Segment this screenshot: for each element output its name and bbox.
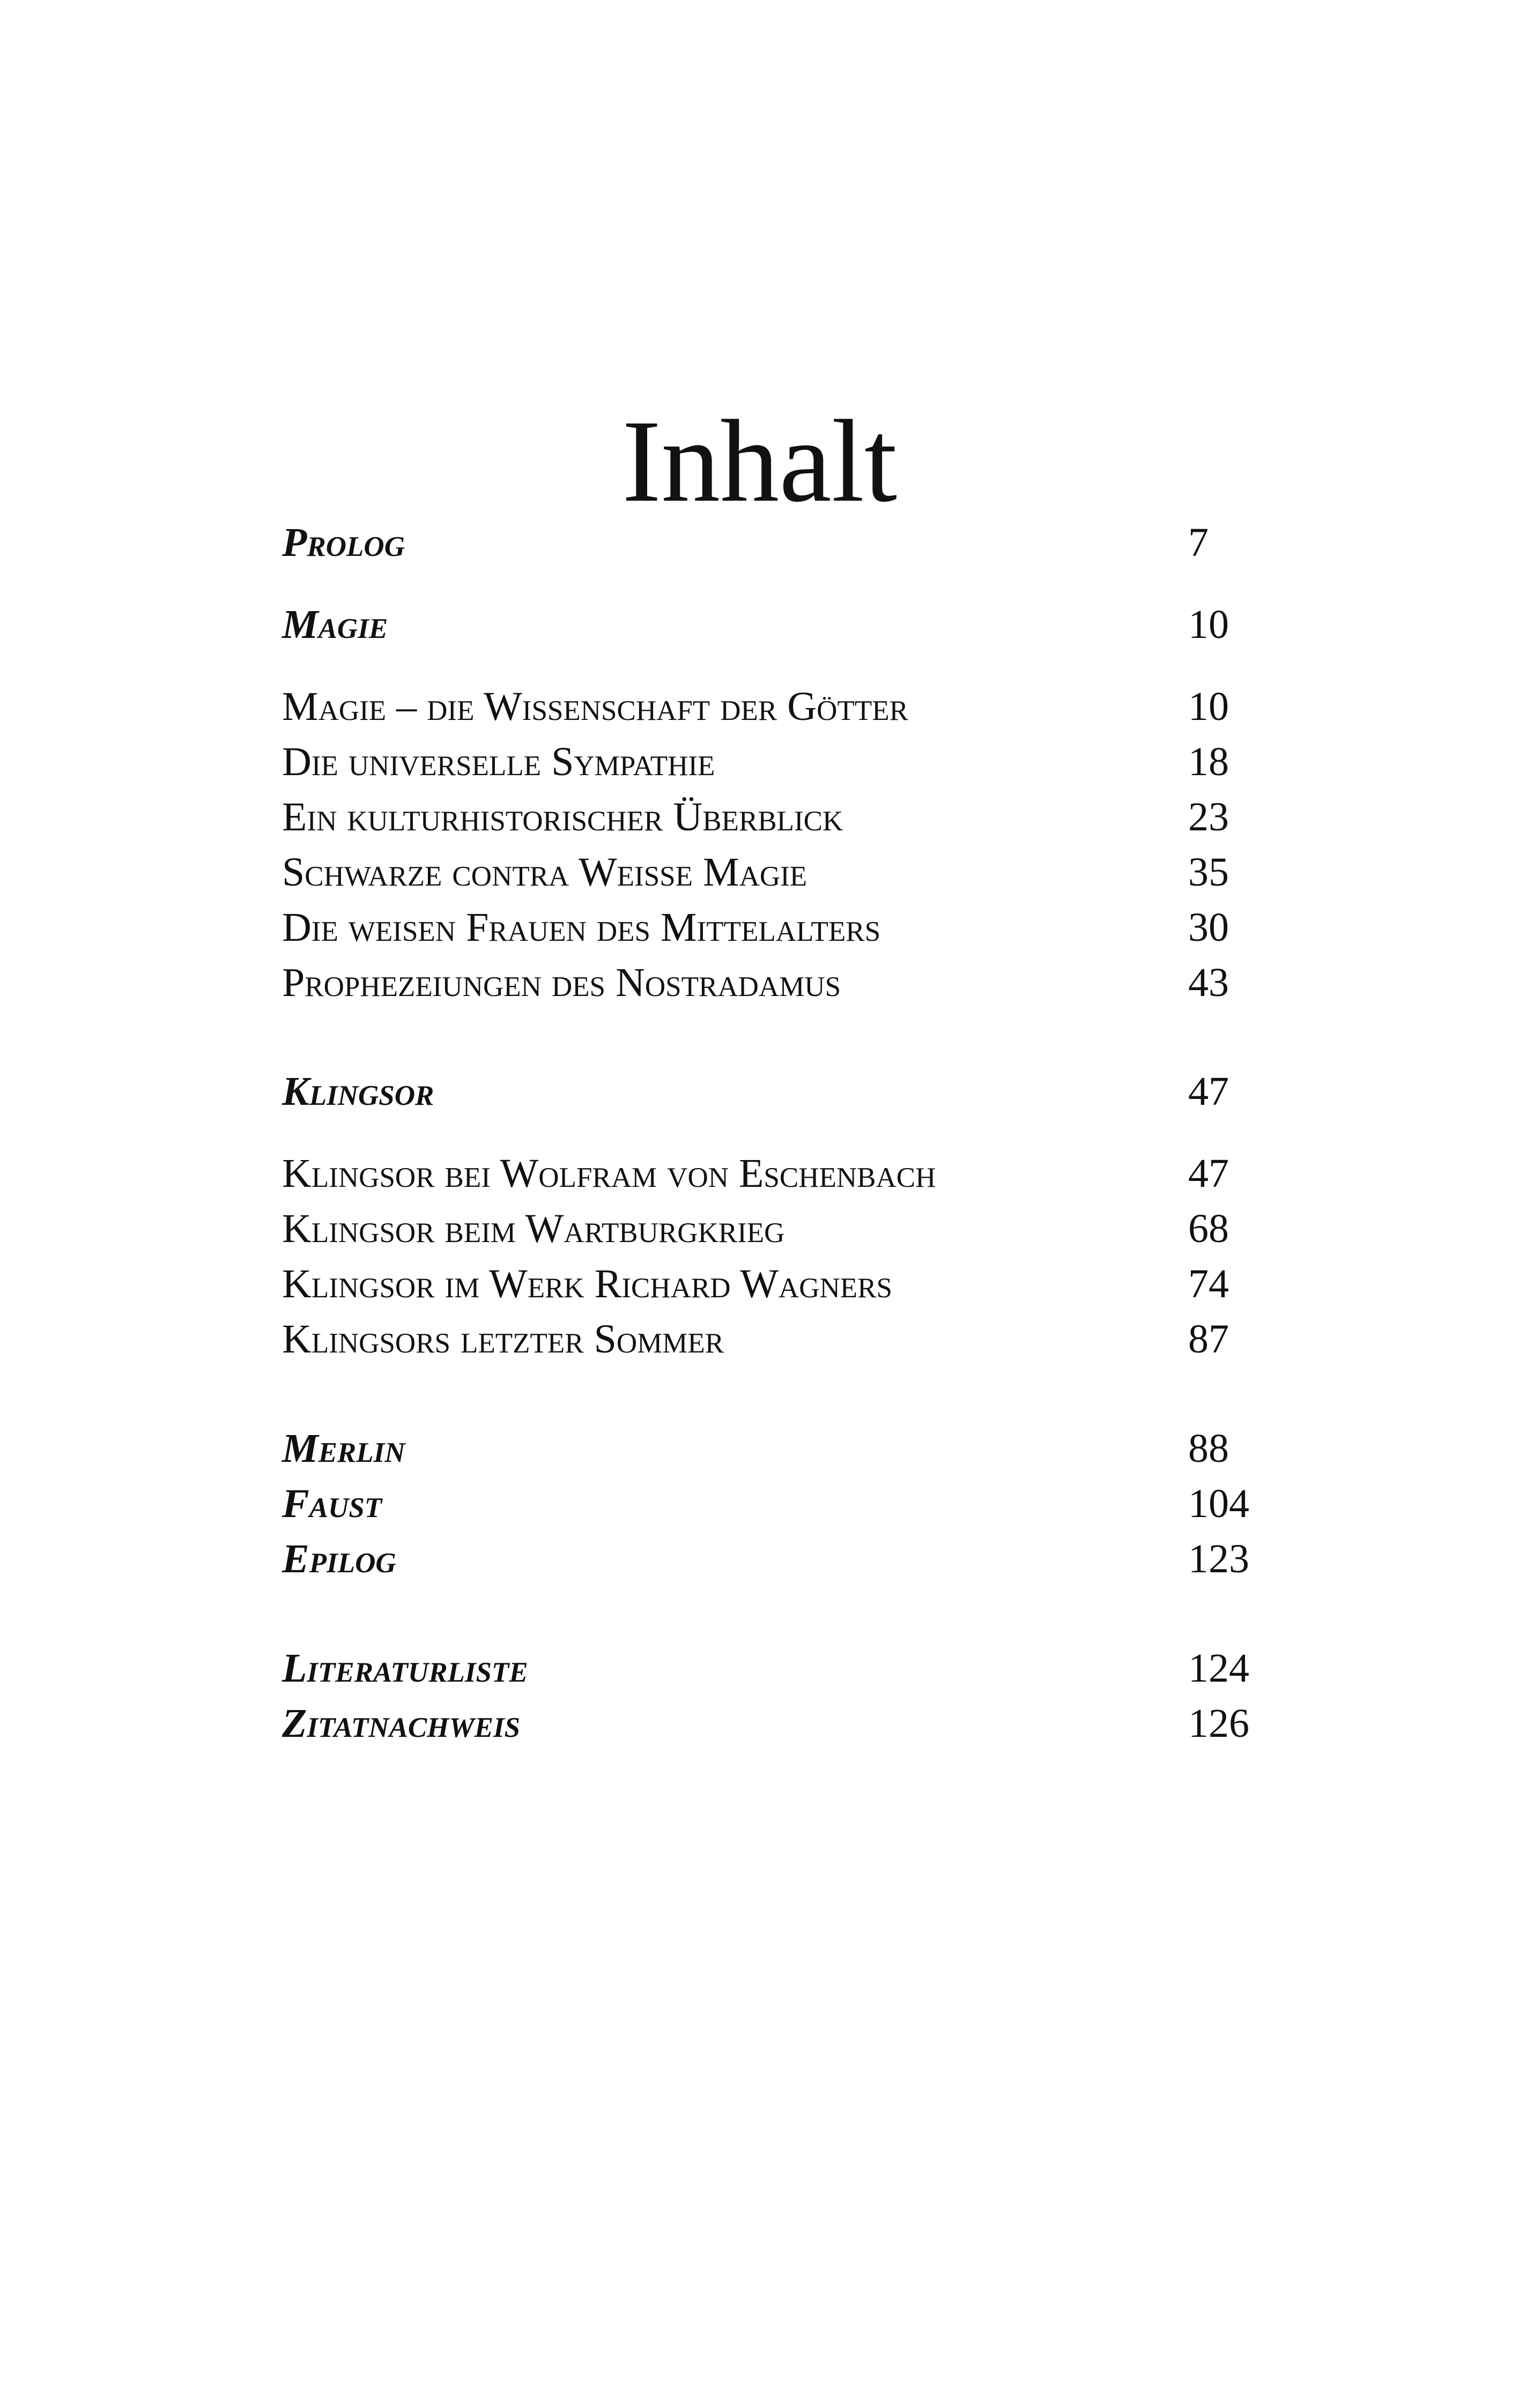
toc-entry	[282, 1201, 1301, 1257]
toc-section-klingsor	[282, 1064, 1301, 1119]
toc-section-faust	[282, 1476, 1301, 1532]
toc-page-number: 104	[1188, 1481, 1249, 1526]
toc-entry	[282, 1146, 1301, 1201]
toc-entry-label: Klingsor	[282, 1069, 434, 1114]
toc-page-number: 10	[1188, 602, 1229, 647]
toc-page-number: 88	[1188, 1426, 1229, 1471]
toc-entry-label: Epilog	[282, 1536, 396, 1581]
toc-entry	[282, 900, 1301, 955]
toc-entry-label: Prolog	[282, 520, 405, 565]
toc-entry-label: Faust	[282, 1481, 382, 1526]
toc-page-number: 18	[1188, 739, 1229, 784]
toc-page-number: 126	[1188, 1701, 1249, 1746]
toc-entry-label: Klingsor bei Wolfram von Eschenbach	[282, 1151, 936, 1196]
toc-section-literaturliste	[282, 1640, 1301, 1696]
toc-page-number: 124	[1188, 1646, 1249, 1691]
toc-entry	[282, 1256, 1301, 1312]
toc-page-number: 123	[1188, 1536, 1249, 1581]
toc-entry	[282, 955, 1301, 1010]
toc-page-number: 68	[1188, 1206, 1229, 1251]
toc-page-number: 10	[1188, 684, 1229, 729]
toc-entry	[282, 789, 1301, 845]
toc-entry-label: Klingsor beim Wartburgkrieg	[282, 1206, 785, 1251]
toc-entry-label: Magie	[282, 602, 388, 647]
toc-section-epilog	[282, 1531, 1301, 1587]
toc-page-number: 35	[1188, 850, 1229, 895]
page-title: Inhalt	[621, 396, 898, 526]
toc-page-number: 47	[1188, 1151, 1229, 1196]
toc-entry-label: Ein kulturhistorischer Überblick	[282, 794, 843, 839]
toc-entry-label: Klingsors letzter Sommer	[282, 1317, 724, 1362]
toc-page-number: 30	[1188, 905, 1229, 950]
toc-entry	[282, 844, 1301, 900]
toc-section-merlin	[282, 1421, 1301, 1476]
toc-entry-label: Prophezeiungen des Nostradamus	[282, 960, 841, 1005]
toc-entry-label: Literaturliste	[282, 1646, 528, 1691]
toc-entry-label: Die weisen Frauen des Mittelalters	[282, 905, 881, 950]
toc-section-magie	[282, 597, 1301, 652]
toc-page-number: 74	[1188, 1261, 1229, 1306]
toc-section-prolog	[282, 515, 1301, 570]
toc-entry-label: Die universelle Sympathie	[282, 739, 715, 784]
toc-page-number: 43	[1188, 960, 1229, 1005]
toc-page-number: 7	[1188, 520, 1209, 565]
toc-entry	[282, 734, 1301, 790]
toc-entry-label: Merlin	[282, 1426, 405, 1471]
toc-entry	[282, 679, 1301, 734]
toc-entry-label: Zitatnachweis	[282, 1701, 521, 1746]
toc-entry-label: Schwarze contra Weisse Magie	[282, 850, 807, 895]
toc-page-number: 47	[1188, 1069, 1229, 1114]
toc-page-number: 87	[1188, 1317, 1229, 1362]
toc-page-number: 23	[1188, 794, 1229, 839]
toc-entry-label: Magie – die Wissenschaft der Götter	[282, 684, 908, 729]
toc-entry-label: Klingsor im Werk Richard Wagners	[282, 1261, 892, 1306]
toc-entry	[282, 1311, 1301, 1367]
toc-section-zitatnachweis	[282, 1696, 1301, 1751]
